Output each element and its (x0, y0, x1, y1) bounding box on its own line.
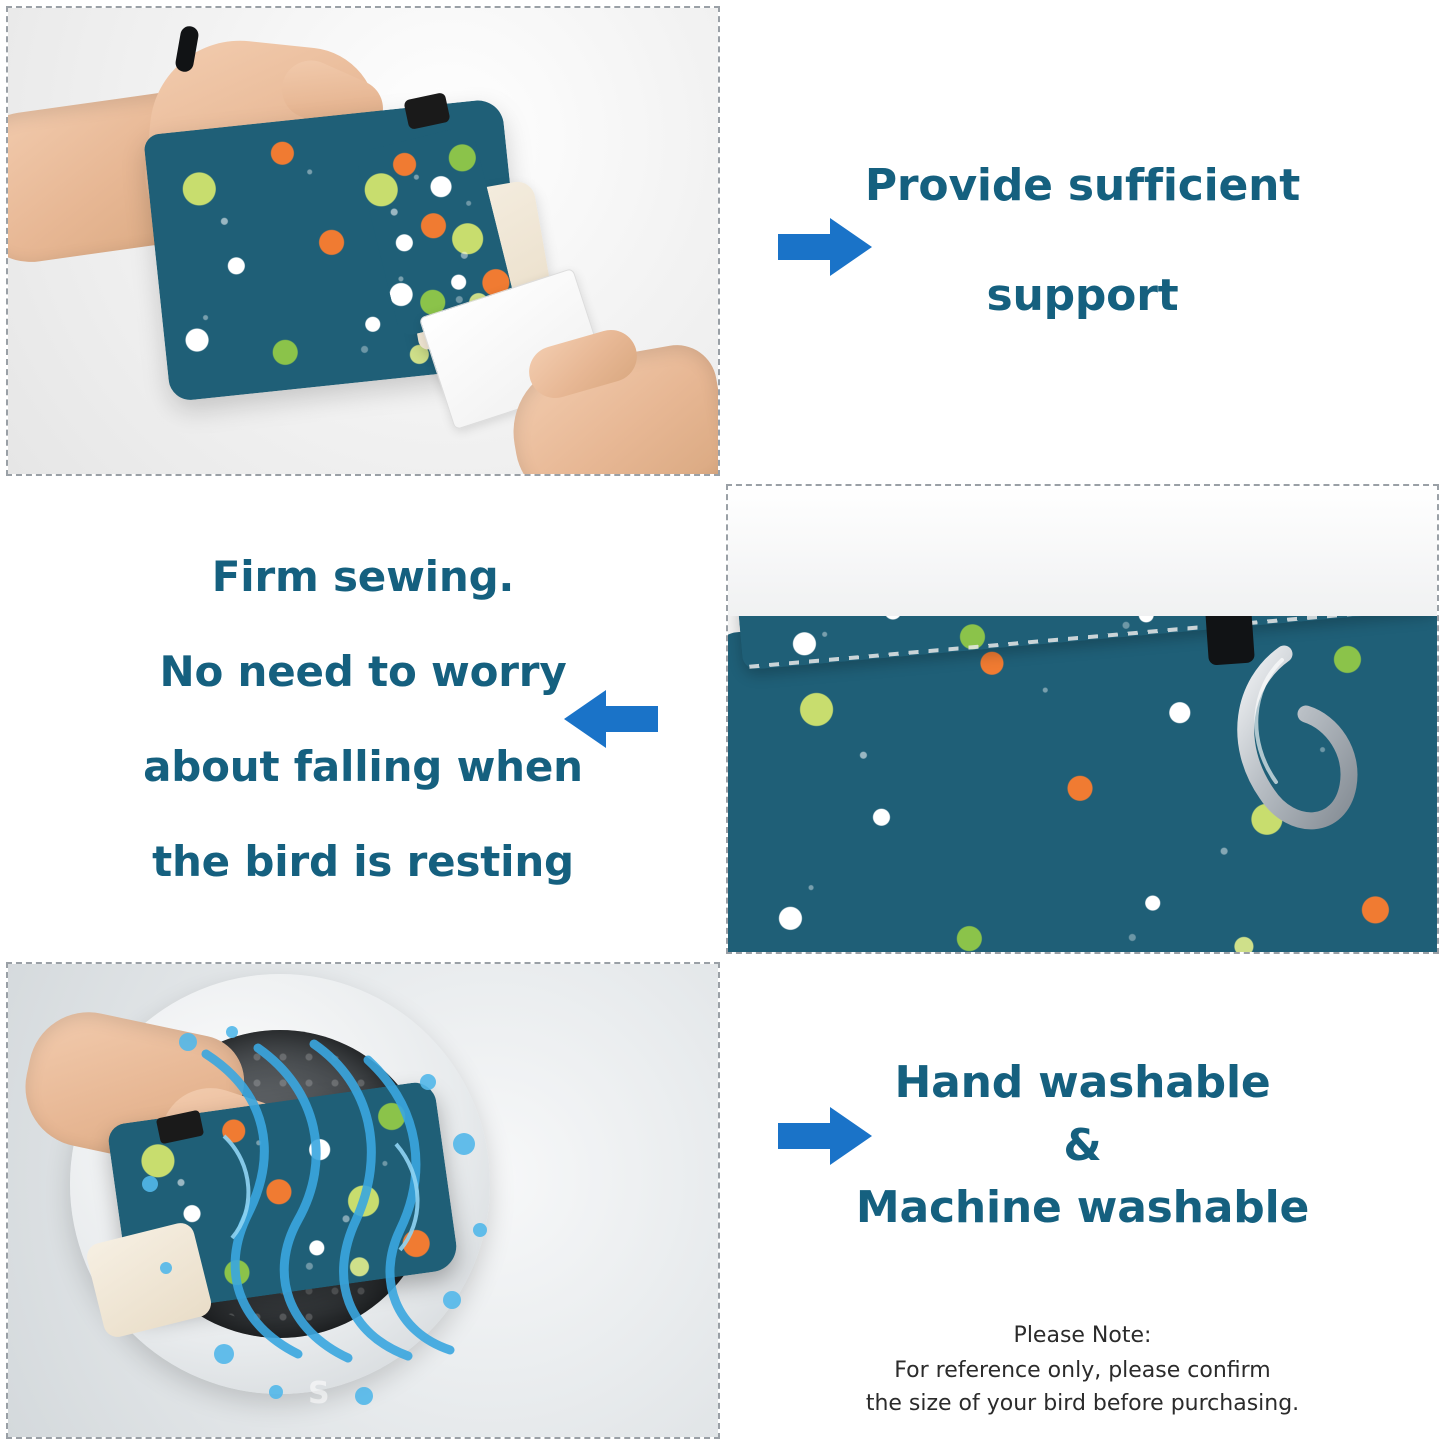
sewing-line-2: No need to worry (159, 647, 567, 696)
closeup-background (728, 486, 1437, 952)
note-line-2: the size of your bird before purchasing. (865, 1391, 1300, 1417)
photo-pouch-closeup (726, 484, 1439, 954)
photo-washing-machine (6, 962, 720, 1439)
note-line-1: For reference only, please confirm (894, 1358, 1271, 1384)
washer-background (8, 964, 718, 1437)
note-title: Please Note: (1013, 1323, 1152, 1349)
washable-line-3: Machine washable (855, 1182, 1310, 1234)
washable-line-1: Hand washable (894, 1057, 1271, 1108)
image-watermark: S (308, 1376, 331, 1411)
sewing-line-4: the bird is resting (152, 837, 574, 886)
photo-background (8, 8, 718, 474)
support-line-1: Provide sufficient (864, 160, 1301, 211)
carabiner-icon (1222, 644, 1362, 844)
sewing-line-3: about falling when (143, 742, 583, 791)
washable-ampersand: & (1063, 1120, 1102, 1171)
sewing-line-1: Firm sewing. (211, 552, 515, 601)
support-line-2: support (986, 270, 1179, 321)
background-highlight (728, 486, 1439, 616)
panel-washable (726, 962, 1439, 1439)
please-note-block (866, 1319, 1299, 1420)
photo-pouch-with-card (6, 6, 720, 476)
